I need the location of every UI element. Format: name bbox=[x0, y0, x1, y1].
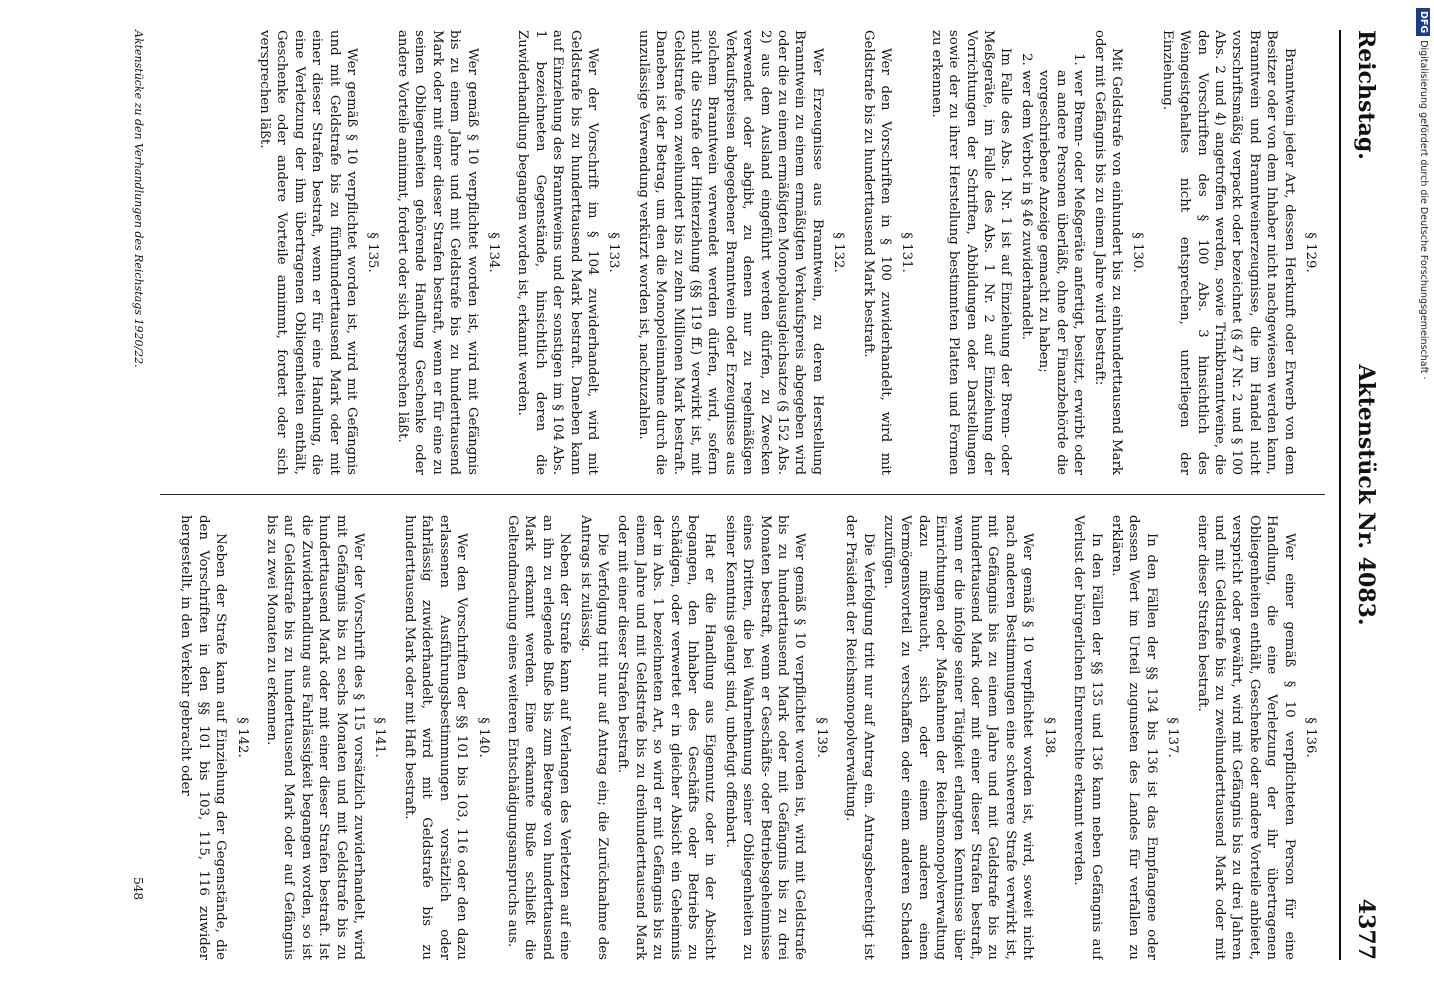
paragraph: Mit Geldstrafe von einhundert bis zu einhunderttausend Mark oder mit Gefängnis bis zu einem Jahre wird bestraft: bbox=[1091, 30, 1124, 475]
page-number: 4377 bbox=[1353, 898, 1379, 960]
section-heading: § 130. bbox=[1130, 232, 1146, 273]
section-heading: § 129. bbox=[1303, 232, 1318, 273]
section bbox=[514, 30, 622, 475]
paragraph: Die Verfolgung tritt nur auf Antrag ein; die Zurücknahme des Antrags ist zulässig. bbox=[577, 515, 610, 960]
list-item: 2. wer dem Verbot in § 46 zuwiderhandelt. bbox=[1018, 70, 1035, 475]
section-heading: § 134. bbox=[485, 232, 501, 273]
section bbox=[256, 30, 382, 475]
section bbox=[634, 30, 847, 475]
digitization-sidebar bbox=[1412, 8, 1434, 992]
section bbox=[263, 515, 389, 960]
paragraph: Wer gemäß § 10 verpflichtet worden ist, wird, soweit nicht nach anderen Bestimmungen eine schwerere Strafe verwirkt ist, mit Gefängnis bis zu einem Jahre und mit Geldstrafe bis zu hunderttausend Mark oder mit einer dieser Strafen bestraft, wenn er die infolge seiner Tätigkeit erlangten Kenntnisse über Einrichtungen oder Maßnahmen der Reichsmonopolverwaltung dazu mißbraucht, sich oder einem anderen einen Vermögensvorteil zu verschaffen oder einem anderen Schaden zuzufügen. bbox=[881, 515, 1036, 960]
section bbox=[927, 30, 1146, 475]
section bbox=[842, 515, 1058, 960]
footer-note: Aktenstücke zu den Verhandlungen des Reichstags 1920/22. bbox=[132, 30, 145, 368]
section-heading: § 136. bbox=[1303, 717, 1318, 758]
section bbox=[401, 515, 492, 960]
section-heading: § 132. bbox=[831, 232, 847, 273]
header-center: Aktenstück Nr. 4083. bbox=[1353, 364, 1379, 626]
section-heading: § 139. bbox=[813, 717, 829, 758]
paragraph: Wer der Vorschrift im § 104 zuwiderhandelt, wird mit Geldstrafe bis zu hunderttausend Mark bestraft. Daneben kann auf Einziehung des Branntweins und der sonstigen im § 104 Abs. 1 bezeichneten Gegenstände, hinsichtlich deren die Zuwiderhandlung begangen worden ist, erkannt werden. bbox=[515, 30, 600, 475]
sheet-number: 548 bbox=[131, 877, 145, 900]
section bbox=[859, 30, 915, 475]
section-heading: § 141. bbox=[372, 717, 388, 758]
header-left: Reichstag. bbox=[1353, 30, 1379, 160]
paragraph: Wer der Vorschrift des § 115 vorsätzlich zuwiderhandelt, wird mit Gefängnis bis zu sechs Monaten und mit Geldstrafe bis zu hunderttausend Mark oder mit einer dieser Strafen bestraft. Ist die Zuwiderhandlung aus Fahrlässigkeit begangen worden, so ist auf Geldstrafe bis zu hunderttausend Mark oder auf Gefängnis bis zu zwei Monaten zu erkennen. bbox=[264, 515, 367, 960]
section bbox=[177, 515, 251, 960]
paragraph: Wer gemäß § 10 verpflichtet worden ist, wird mit Gefängnis bis zu einem Jahre und mit Geldstrafe bis zu hunderttausend Mark oder mit einer dieser Strafen bestraft, wenn er für eine zu seinen Obliegenheiten gehörende Handlung Geschenke oder andere Vorteile annimmt, fordert oder sich versprechen läßt. bbox=[394, 30, 480, 475]
section-heading: § 142. bbox=[234, 717, 250, 758]
right-column bbox=[151, 515, 1331, 960]
section bbox=[394, 30, 502, 475]
section-heading: § 137. bbox=[1165, 717, 1181, 758]
page-header bbox=[1339, 30, 1385, 960]
left-column bbox=[151, 30, 1331, 475]
document-page bbox=[85, 30, 1385, 960]
section bbox=[504, 515, 830, 960]
paragraph: Wer Erzeugnisse aus Branntwein, zu deren Herstellung Branntwein zu einem ermäßigten Verkaufspreis abgegeben wird oder die zu einem ermäßigten Monopolausgleichsatze (§ 152 Abs. 2) aus dem Ausland eingeführt werden dürfen, zu Zwecken verwendet oder abgibt, zu denen nur zu regelmäßigen Verkaufspreisen abgegebener Branntwein oder Erzeugnisse aus solchem Branntwein verwendet werden dürfen, wird, sofern nicht die Strafe der Hinterziehung (§§ 119 ff.) verwirkt ist, mit Geldstrafe von zweihundert bis zu zehn Millionen Mark bestraft. Daneben ist der Betrag, um den die Monopoleinnahme durch die unzulässige Verwendung verkürzt worden ist, nachzuzahlen. bbox=[635, 30, 825, 475]
paragraph: Wer den Vorschriften der §§ 101 bis 103, 116 oder den dazu erlassenen Ausführungsbestimmungen vorsätzlich oder fahrlässig zuwiderhandelt, wird mit Geldstrafe bis zu hunderttausend Mark oder mit Haft bestraft. bbox=[401, 515, 470, 960]
list-item: 1. wer Brenn- oder Meßgeräte anfertigt, besitzt, erwirbt oder an andere Personen überläßt, ohne der Finanzbehörde die vorgeschriebene Anzeige gemacht zu haben; bbox=[1035, 70, 1087, 475]
section-heading: § 140. bbox=[475, 717, 491, 758]
paragraph: Neben der Strafe kann auf Verlangen des Verletzten auf eine an ihn zu erlegende Buße bis zum Betrage von hunderttausend Mark erkannt werden. Eine erkannte Buße schließt die Geltendmachung eines weiteren Entschädigungsanspruchs aus. bbox=[504, 515, 573, 960]
section-heading: § 133. bbox=[606, 232, 622, 273]
paragraph: In den Fällen der §§ 134 bis 136 ist das Empfangene oder dessen Wert im Urteil zugunsten des Landes für verfallen zu erklären. bbox=[1108, 515, 1159, 960]
section bbox=[1070, 515, 1181, 960]
section bbox=[1193, 515, 1319, 960]
column-divider bbox=[160, 494, 1325, 495]
paragraph: Wer gemäß § 10 verpflichtet worden ist, wird mit Gefängnis und mit Geldstrafe bis zu fünfhunderttausend Mark oder mit einer dieser Strafen bestraft, wenn er für eine Handlung, die eine Verletzung der ihm übertragenen Obliegenheiten enthält, Geschenke oder andere Vorteile annimmt, fordert oder sich versprechen läßt. bbox=[257, 30, 360, 475]
paragraph: In den Fällen der §§ 135 und 136 kann neben Gefängnis auf Verlust der bürgerlichen Ehrenrechte erkannt werden. bbox=[1071, 515, 1104, 960]
paragraph: Wer einer gemäß § 10 verpflichteten Person für eine Handlung, die eine Verletzung der ihr übertragenen Obliegenheiten enthält, Geschenke oder andere Vorteile anbietet, verspricht oder gewährt, wird mit Gefängnis bis zu drei Jahren und mit Geldstrafe bis zu zweihunderttausend Mark oder mit einer dieser Strafen bestraft. bbox=[1194, 515, 1297, 960]
paragraph: Hat er die Handlung aus Eigennutz oder in der Absicht begangen, den Inhaber des Geschäfts oder Betriebs zu schädigen, oder verwertet er in gleicher Absicht ein Geheimnis der in Abs. 1 bezeichneten Art, so wird er mit Gefängnis bis zu einem Jahre und mit Geldstrafe bis zu dreihunderttausend Mark oder mit einer dieser Strafen bestraft. bbox=[615, 515, 718, 960]
sidebar-credit: Digitalisierung gefördert durch die Deutsche Forschungsgemeinschaft · bbox=[1418, 40, 1429, 380]
paragraph: Neben der Strafe kann auf Einziehung der Gegenstände, die den Vorschriften in den §§ 101 bis 103, 115, 116 zuwider hergestellt, in den Verkehr gebracht oder bbox=[178, 515, 229, 960]
section-heading: § 131. bbox=[899, 232, 915, 273]
paragraph: Branntwein jeder Art, dessen Herkunft oder Erwerb von dem Besitzer oder von dem Inhaber nicht nachgewiesen werden kann, Branntwein und Branntweinerzeugnisse, die im Handel nicht vorschriftsmäßig verpackt oder bezeichnet (§ 47 Nr. 2 und § 100 Abs. 2 und 4) angetroffen werden, sowie Trinkbranntweine, die den Vorschriften des § 100 Abs. 3 hinsichtlich des Weingeistgehaltes nicht entsprechen, unterliegen der Einziehung. bbox=[1159, 30, 1297, 475]
section-heading: § 135. bbox=[365, 232, 381, 273]
section bbox=[1158, 30, 1319, 475]
paragraph: Wer den Vorschriften in § 100 zuwiderhandelt, wird mit Geldstrafe bis zu hunderttausend Mark bestraft. bbox=[860, 30, 894, 475]
paragraph: Wer gemäß § 10 verpflichtet worden ist, wird mit Geldstrafe bis zu hunderttausend Mark oder mit Gefängnis bis zu drei Monaten bestraft, wenn er Geschäfts- oder Betriebsgeheimnisse eines Dritten, die bei Wahrnehmung seiner Obliegenheiten zu seiner Kenntnis gelangt sind, unbefugt offenbart. bbox=[722, 515, 808, 960]
paragraph: Im Falle des Abs. 1 Nr. 1 ist auf Einziehung der Brenn- oder Meßgeräte, im Falle des Abs. 1 Nr. 2 auf Einziehung der Vorrichtungen der Schriften, Abbildungen oder Darstellungen sowie der zu ihrer Herstellung bestimmten Platten und Formen zu erkennen. bbox=[928, 30, 1014, 475]
paragraph: Die Verfolgung tritt nur auf Antrag ein. Antragsberechtigt ist der Präsident der Reichsmonopolverwaltung. bbox=[843, 515, 876, 960]
dfg-logo: DFG bbox=[1416, 8, 1430, 36]
enumerated-list bbox=[1018, 30, 1088, 475]
section-heading: § 138. bbox=[1041, 717, 1057, 758]
